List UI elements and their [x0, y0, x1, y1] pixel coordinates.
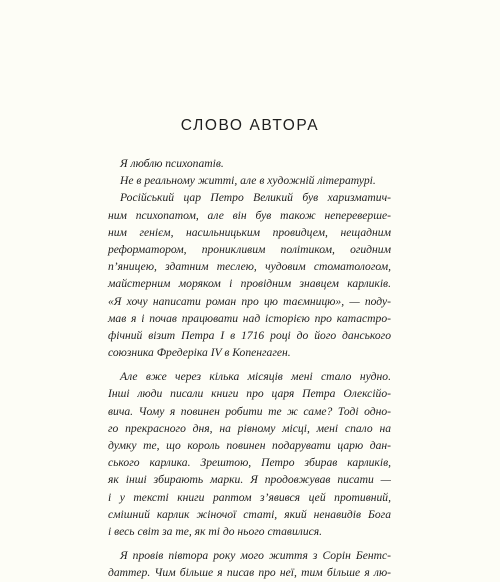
page-title: СЛОВО АВТОРА — [180, 117, 320, 134]
text-line: даттер. Чим більше я писав про неї, тим більше я лю- — [108, 566, 391, 580]
text-line: п’яницею, здатним теслею, чудовим стоматологом, — [108, 260, 391, 274]
text-line: і у тексті книги раптом з’явився цей противний, — [108, 490, 391, 504]
text-line: реформатором, проникливим політиком, огидним — [108, 242, 391, 256]
text-line: думку те, що король повинен подарувати царю дан- — [108, 439, 391, 452]
text-line: і весь світ за те, як ті до нього ставилися. — [108, 524, 323, 538]
text-line: Але вже через кілька місяців мені стало нудно. — [120, 370, 391, 384]
text-line: Я люблю психопатів. — [120, 157, 224, 170]
paragraph-gap — [108, 540, 391, 547]
text-line: го прекрасного дня, на рівному місці, мені спало на — [108, 421, 391, 435]
text-line: як інші збирають марки. Я продовжував писати — — [108, 473, 391, 487]
text-line: «Я хочу написати роман про цю таємницю», — поду- — [108, 294, 391, 308]
text-line: мав я і почав працювати над історією про катастро- — [108, 311, 391, 325]
text-line: фічний візит Петра І в 1716 році до його данського — [108, 328, 391, 342]
body-text — [108, 155, 391, 582]
text-line: Не в реальному житті, але в художній літературі. — [120, 174, 376, 188]
paragraph-gap — [108, 361, 391, 368]
text-line: Російський цар Петро Великий був харизматич- — [120, 191, 391, 205]
text-line: Я провів півтора року мого життя з Сорін Бентс- — [120, 549, 391, 563]
text-line: ним психопатом, але він був також неперевершe- — [108, 208, 391, 222]
text-line: союзника Фредеріка IV в Копенгаген. — [108, 346, 291, 360]
text-line: Інші люди писали книги про царя Петра Олексійо- — [108, 387, 391, 401]
text-line: ним генієм, насильницьким провидцем, нещадним — [108, 225, 391, 239]
text-line: вича. Чому я повинен робити те ж саме? Тоді одно- — [108, 404, 391, 418]
text-line: ського карлика. Зрештою, Петро збирав карликів, — [108, 456, 391, 470]
text-line: майстерним моряком і провідним знавцем карликів. — [108, 277, 391, 291]
text-line: смішний карлик жіночої статі, який ненавидів Бога — [108, 507, 391, 521]
